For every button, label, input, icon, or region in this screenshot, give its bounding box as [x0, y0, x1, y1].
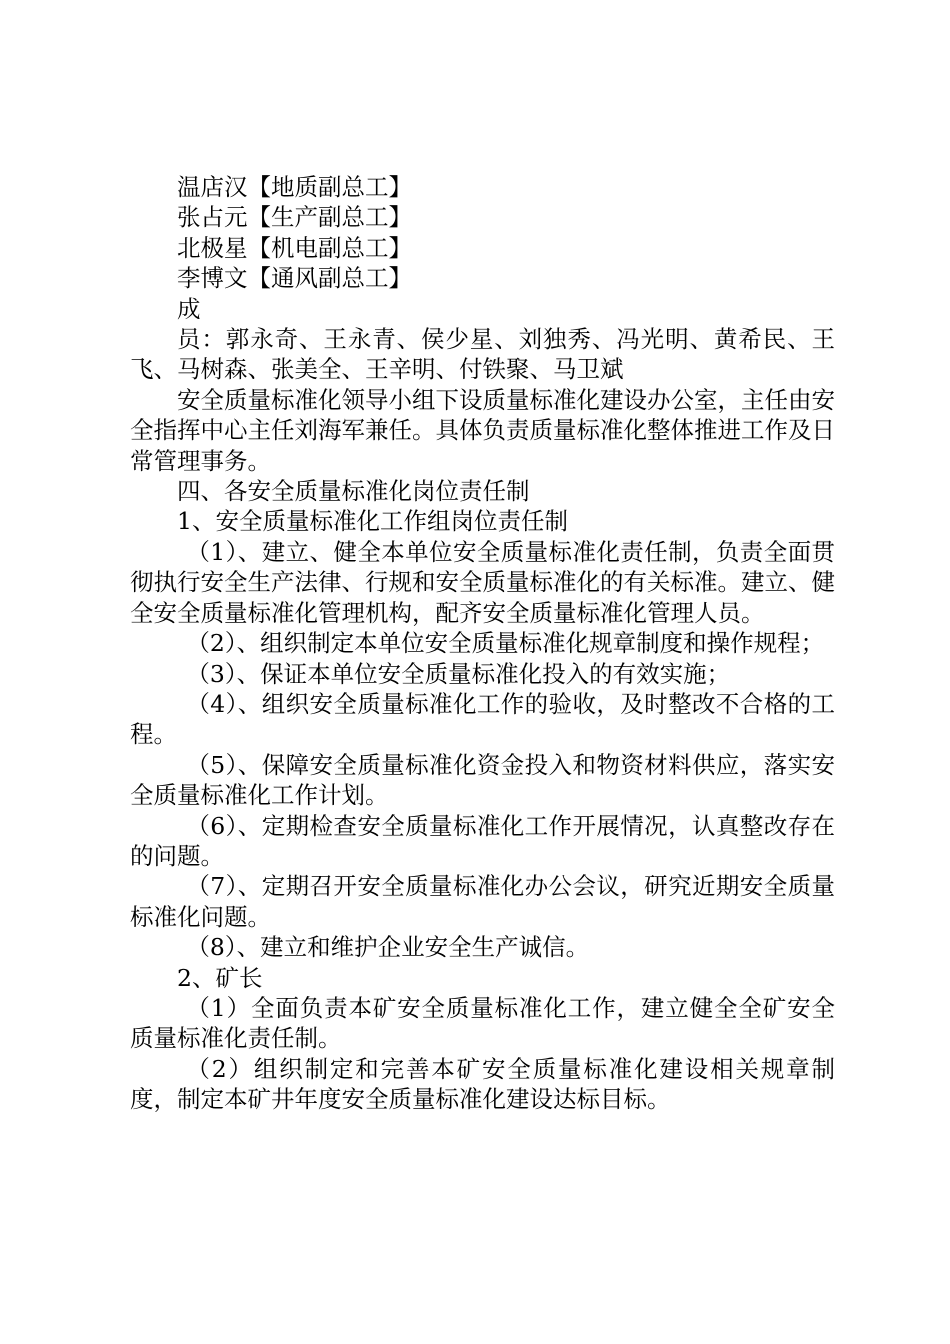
paragraph-production-chief: 张占元【生产副总工】 [177, 203, 412, 232]
duty-item-1: （1）、建立、健全本单位安全质量标准化责任制，负责全面贯彻执行安全生产法律、行规和安全质量标准化的有关标准。建立、健全安全质量标准化管理机构，配齐安全质量标准化管理人员。 [130, 537, 835, 627]
document-body [130, 172, 835, 1115]
mine-director-item-2: （2）组织制定和完善本矿安全质量标准化建设相关规章制度，制定本矿井年度安全质量标准化建设达标目标。 [130, 1054, 835, 1114]
paragraph-office-setup: 安全质量标准化领导小组下设质量标准化建设办公室，主任由安全指挥中心主任刘海军兼任。具体负责质量标准化整体推进工作及日常管理事务。 [130, 385, 835, 475]
subsection-heading-1: 1、安全质量标准化工作组岗位责任制 [177, 507, 568, 536]
duty-item-8: （8）、建立和维护企业安全生产诚信。 [186, 933, 590, 962]
paragraph-ventilation-chief: 李博文【通风副总工】 [177, 264, 412, 293]
duty-item-4: （4）、组织安全质量标准化工作的验收，及时整改不合格的工程。 [130, 689, 835, 749]
duty-item-6: （6）、定期检查安全质量标准化工作开展情况，认真整改存在的问题。 [130, 811, 835, 870]
section-heading-4: 四、各安全质量标准化岗位责任制 [177, 477, 530, 506]
paragraph-members-label: 成 [177, 294, 201, 323]
mine-director-item-1: （1）全面负责本矿安全质量标准化工作，建立健全全矿安全质量标准化责任制。 [130, 993, 835, 1053]
paragraph-geology-chief: 温店汉【地质副总工】 [177, 173, 412, 201]
duty-item-3: （3）、保证本单位安全质量标准化投入的有效实施； [186, 659, 731, 688]
duty-item-7: （7）、定期召开安全质量标准化办公会议，研究近期安全质量标准化问题。 [130, 872, 835, 931]
subsection-heading-2: 2、矿长 [177, 963, 263, 992]
paragraph-electromech-chief: 北极星【机电副总工】 [177, 233, 412, 262]
paragraph-members-list: 员：郭永奇、王永青、侯少星、刘独秀、冯光明、黄希民、王飞、马树森、张美全、王辛明、付铁聚、马卫斌 [130, 325, 835, 384]
duty-item-2: （2）、组织制定本单位安全质量标准化规章制度和操作规程； [186, 629, 825, 658]
duty-item-5: （5）、保障安全质量标准化资金投入和物资材料供应，落实安全质量标准化工作计划。 [130, 750, 835, 810]
